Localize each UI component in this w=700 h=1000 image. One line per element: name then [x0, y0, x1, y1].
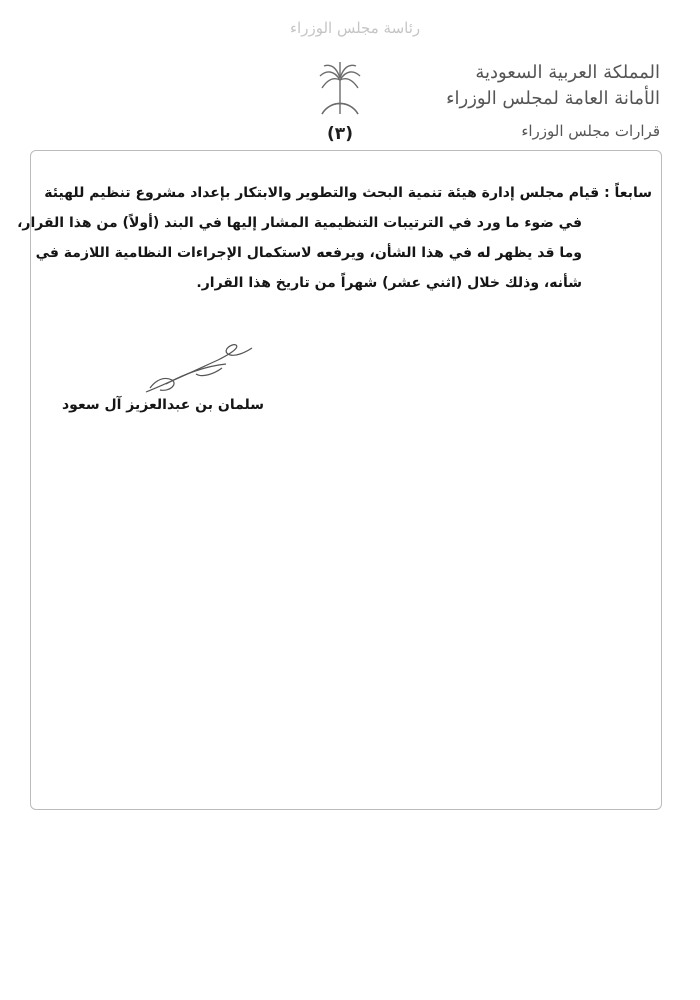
letterhead-secretariat: الأمانة العامة لمجلس الوزراء: [446, 88, 660, 109]
paragraph-line-3: وما قد يظهر له في هذا الشأن، ويرفعه لاستكمال الإجراءات النظامية اللازمة في: [35, 245, 582, 261]
page-number: (٣): [327, 124, 353, 144]
letterhead: [446, 60, 660, 142]
letterhead-decisions: قرارات مجلس الوزراء: [521, 122, 660, 140]
letterhead-kingdom: المملكة العربية السعودية: [475, 62, 660, 83]
top-seal: رئاسة مجلس الوزراء: [290, 19, 421, 37]
paragraph-line-1: سابعاً : قيام مجلس إدارة هيئة تنمية البحث والتطوير والابتكار بإعداد مشروع تنظيم للهيئة: [44, 185, 652, 201]
handwritten-signature: [136, 340, 256, 400]
paragraph-line-2: في ضوء ما ورد في الترتيبات التنظيمية المشار إليها في البند (أولاً) من هذا القرار،: [17, 215, 582, 231]
paragraph-line-4: شأنه، وذلك خلال (اثني عشر) شهراً من تاريخ هذا القرار.: [196, 275, 582, 291]
signer-name: سلمان بن عبدالعزيز آل سعود: [61, 397, 264, 413]
decision-paragraph: [17, 178, 652, 298]
palm-swords-emblem-icon: [316, 60, 364, 122]
